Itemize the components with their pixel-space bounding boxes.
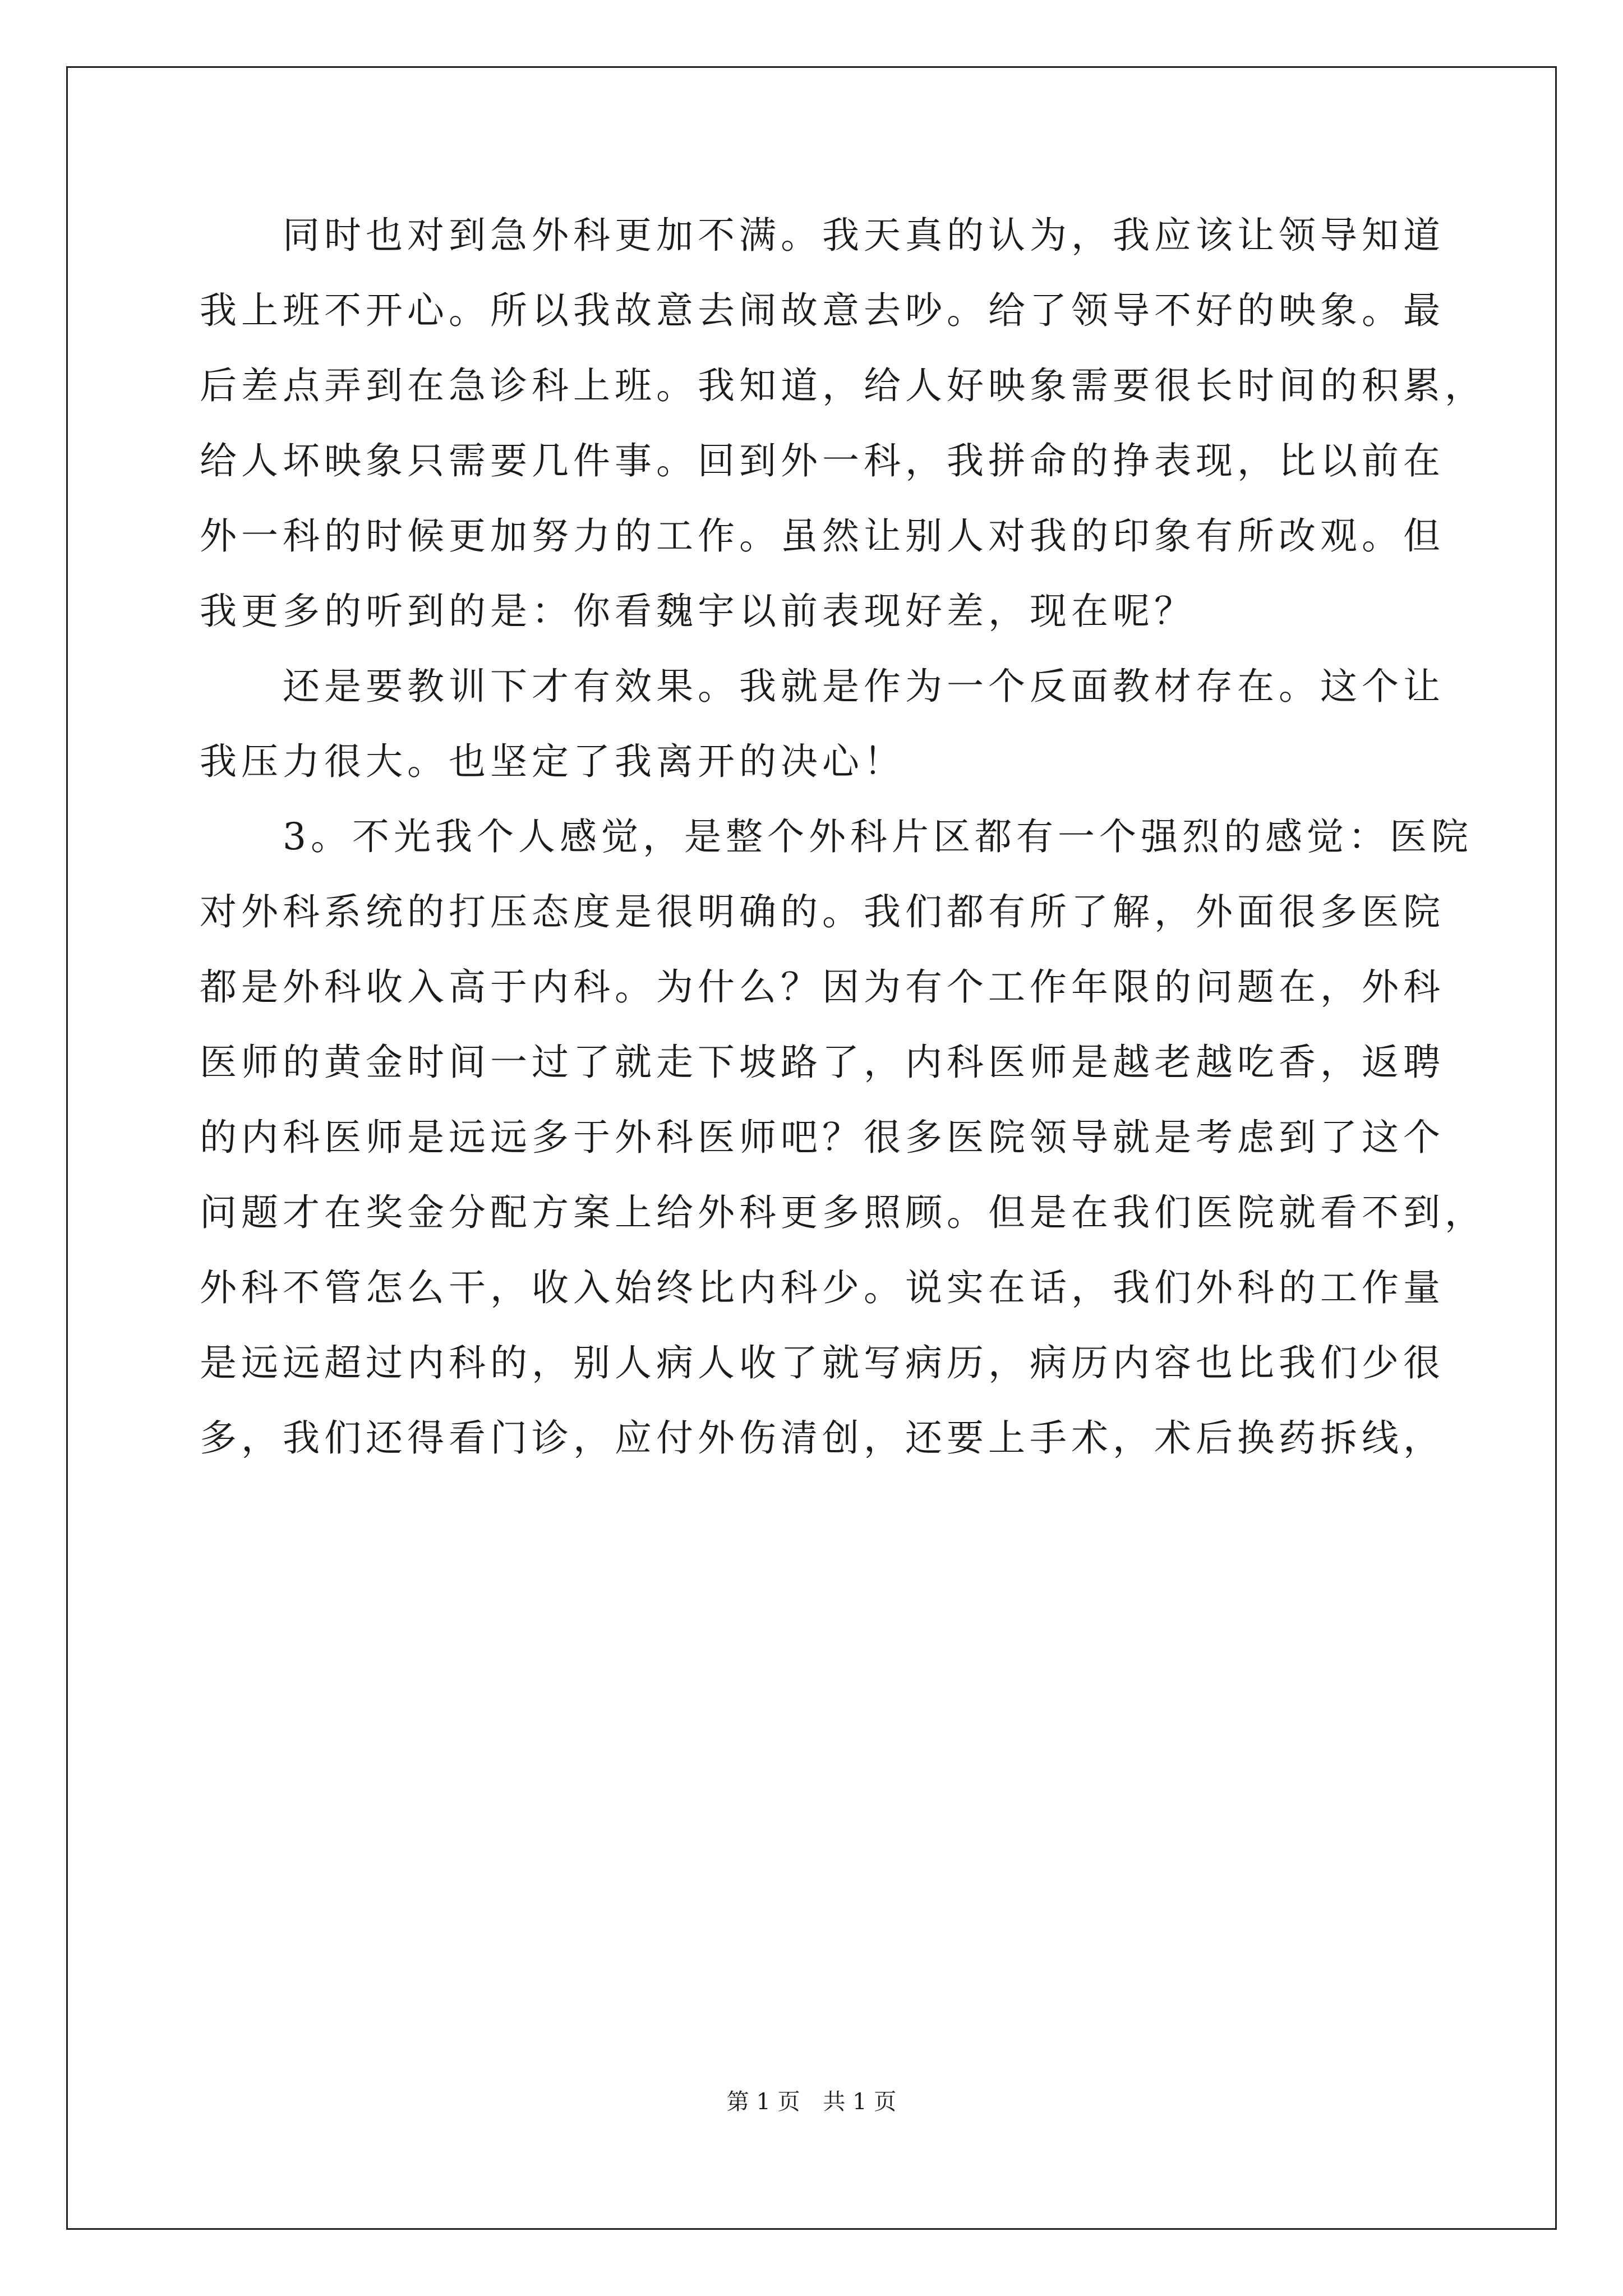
text-line: 我上班不开心。所以我故意去闹故意去吵。给了领导不好的映象。最 [200, 289, 1445, 332]
text-line: 的内科医师是远远多于外科医师吧？很多医院领导就是考虑到了这个 [200, 1116, 1445, 1159]
text-line: 我压力很大。也坚定了我离开的决心！ [200, 740, 905, 783]
text-line: 医师的黄金时间一过了就走下坡路了，内科医师是越老越吃香，返聘 [200, 1041, 1445, 1084]
text-line: 我更多的听到的是：你看魏宇以前表现好差，现在呢？ [200, 590, 1196, 633]
text-line: 外科不管怎么干，收入始终比内科少。说实在话，我们外科的工作量 [200, 1266, 1445, 1309]
text-line: 同时也对到急外科更加不满。我天真的认为，我应该让领导知道 [283, 214, 1445, 257]
text-line: 对外科系统的打压态度是很明确的。我们都有所了解，外面很多医院 [200, 890, 1445, 933]
text-line: 3。不光我个人感觉，是整个外科片区都有一个强烈的感觉：医院 [283, 815, 1473, 858]
page-total: 共 1 页 [823, 2089, 897, 2115]
text-line: 是远远超过内科的，别人病人收了就写病历，病历内容也比我们少很 [200, 1341, 1445, 1384]
text-line: 都是外科收入高于内科。为什么？因为有个工作年限的问题在，外科 [200, 965, 1445, 1009]
page-number: 第 1 页 [726, 2089, 800, 2115]
page-footer [0, 2088, 1623, 2115]
text-line: 给人坏映象只需要几件事。回到外一科，我拼命的挣表现，比以前在 [200, 439, 1445, 482]
text-line: 外一科的时候更加努力的工作。虽然让别人对我的印象有所改观。但 [200, 514, 1445, 558]
text-line: 还是要教训下才有效果。我就是作为一个反面教材存在。这个让 [283, 665, 1445, 708]
text-line: 问题才在奖金分配方案上给外科更多照顾。但是在我们医院就看不到， [200, 1191, 1486, 1234]
text-line: 后差点弄到在急诊科上班。我知道，给人好映象需要很长时间的积累， [200, 364, 1486, 407]
text-line: 多，我们还得看门诊，应付外伤清创，还要上手术，术后换药拆线， [200, 1416, 1445, 1460]
